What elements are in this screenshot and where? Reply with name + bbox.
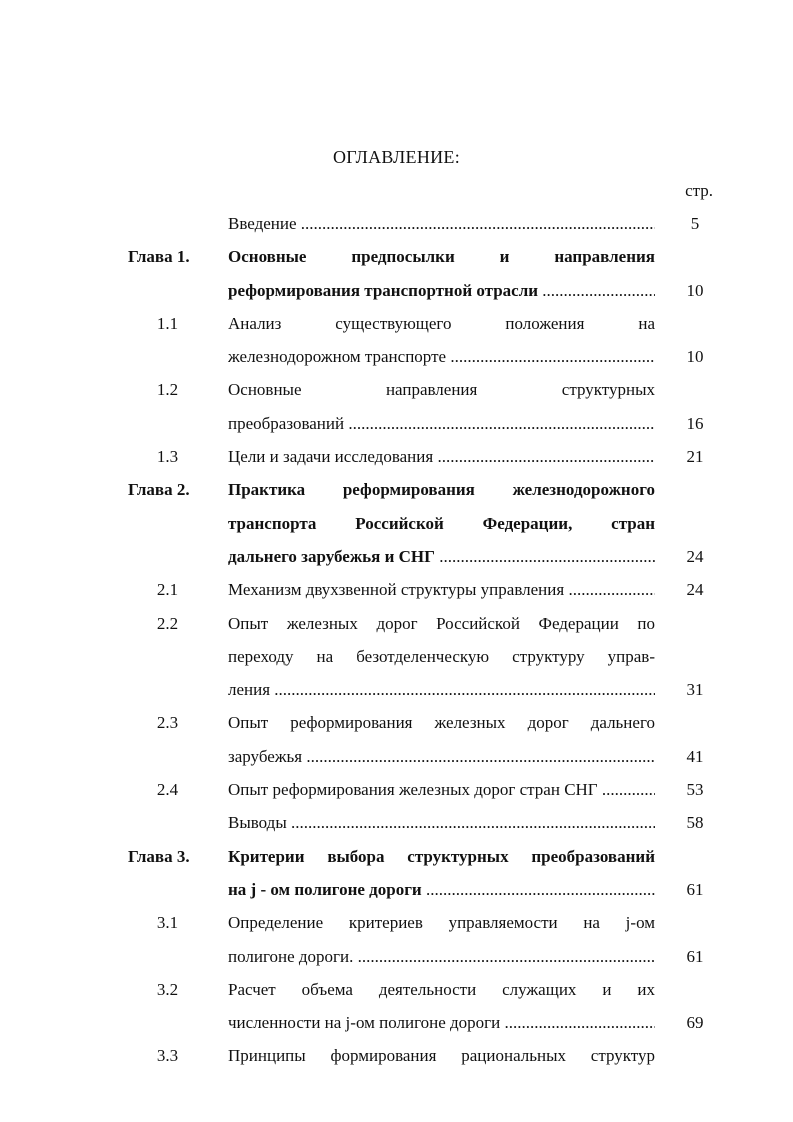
toc-entry-text: Анализ существующего положения на — [228, 313, 655, 333]
toc-line — [0, 541, 793, 574]
toc-page-number: 58 — [686, 813, 704, 833]
toc-entry-text: Практика реформирования железнодорожного — [228, 480, 655, 500]
section-number: 2.4 — [156, 780, 179, 800]
toc-entry-text: Критерии выбора структурных преобразований — [228, 846, 655, 866]
toc-entry-text: Опыт реформирования железных дорог дальнего — [228, 713, 655, 733]
toc-line — [0, 907, 793, 940]
toc-line — [0, 974, 793, 1007]
toc-entry-text: ления ..... — [228, 680, 655, 700]
toc-page-number: 61 — [686, 879, 704, 899]
table-of-contents — [0, 208, 793, 1074]
chapter-number: Глава 3. — [128, 846, 190, 866]
toc-entry-text: Механизм двухзвенной структуры управления ..... — [228, 580, 655, 600]
toc-page-number: 69 — [686, 1013, 704, 1033]
chapter-number: Глава 2. — [128, 480, 190, 500]
toc-entry-text: преобразований ..... — [228, 414, 655, 434]
toc-line — [0, 208, 793, 241]
toc-line — [0, 674, 793, 707]
page-title: ОГЛАВЛЕНИЕ: — [332, 147, 461, 167]
toc-line — [0, 308, 793, 341]
section-number: 3.3 — [156, 1046, 179, 1066]
toc-line — [0, 707, 793, 740]
toc-line — [0, 841, 793, 874]
section-number: 2.2 — [156, 613, 179, 633]
toc-line — [0, 1007, 793, 1040]
toc-entry-text: переходу на безотделенческую структуру управ- — [228, 646, 655, 666]
toc-entry-text: Принципы формирования рациональных структур — [228, 1046, 655, 1066]
toc-entry-text: Расчет объема деятельности служащих и их — [228, 979, 655, 999]
toc-entry-text: Определение критериев управляемости на j-ом — [228, 913, 655, 933]
toc-entry-text: Основные направления структурных — [228, 380, 655, 400]
toc-line — [0, 807, 793, 840]
toc-line — [0, 774, 793, 807]
toc-entry-text: дальнего зарубежья и СНГ ..... — [228, 547, 655, 567]
toc-entry-text: численности на j-ом полигоне дороги ..... — [228, 1013, 655, 1033]
toc-entry-text: реформирования транспортной отрасли ..... — [228, 281, 655, 301]
toc-page-number: 31 — [686, 680, 704, 700]
toc-line — [0, 941, 793, 974]
toc-line — [0, 275, 793, 308]
toc-entry-text: транспорта Российской Федерации, стран — [228, 513, 655, 533]
toc-entry-text: Опыт железных дорог Российской Федерации по — [228, 613, 655, 633]
toc-page-number: 21 — [686, 447, 704, 467]
section-number: 3.2 — [156, 979, 179, 999]
toc-page-number: 10 — [686, 347, 704, 367]
chapter-number: Глава 1. — [128, 247, 190, 267]
toc-page-number: 24 — [686, 546, 704, 566]
toc-line — [0, 241, 793, 274]
toc-line — [0, 474, 793, 507]
toc-page-number: 5 — [690, 214, 700, 233]
page-column-header: стр. — [685, 181, 713, 200]
toc-page-number: 41 — [686, 746, 704, 766]
toc-line — [0, 741, 793, 774]
toc-entry-text: Цели и задачи исследования ..... — [228, 447, 655, 467]
toc-page-number: 16 — [686, 413, 704, 433]
toc-page-number: 61 — [686, 946, 704, 966]
section-number: 3.1 — [156, 913, 179, 933]
toc-line — [0, 641, 793, 674]
toc-line — [0, 508, 793, 541]
section-number: 1.1 — [156, 313, 179, 333]
toc-page-number: 10 — [686, 280, 704, 300]
toc-line — [0, 441, 793, 474]
toc-page-number: 24 — [686, 580, 704, 600]
toc-entry-text: зарубежья ..... — [228, 747, 655, 767]
toc-line — [0, 608, 793, 641]
section-number: 2.3 — [156, 713, 179, 733]
toc-entry-text: на j - ом полигоне дороги ..... — [228, 880, 655, 900]
toc-entry-text: Основные предпосылки и направления — [228, 247, 655, 267]
section-number: 1.3 — [156, 447, 179, 467]
toc-line — [0, 874, 793, 907]
toc-line — [0, 408, 793, 441]
toc-entry-text: Опыт реформирования железных дорог стран СНГ ..... — [228, 780, 655, 800]
toc-line — [0, 1040, 793, 1073]
toc-entry-text: Выводы ..... — [228, 813, 655, 833]
toc-page-number: 53 — [686, 780, 704, 800]
toc-line — [0, 574, 793, 607]
toc-line — [0, 374, 793, 407]
toc-line — [0, 341, 793, 374]
toc-entry-text: полигоне дороги. ..... — [228, 947, 655, 967]
section-number: 2.1 — [156, 580, 179, 600]
toc-entry-text: Введение ..... — [228, 214, 655, 234]
section-number: 1.2 — [156, 380, 179, 400]
toc-entry-text: железнодорожном транспорте ..... — [228, 347, 655, 367]
